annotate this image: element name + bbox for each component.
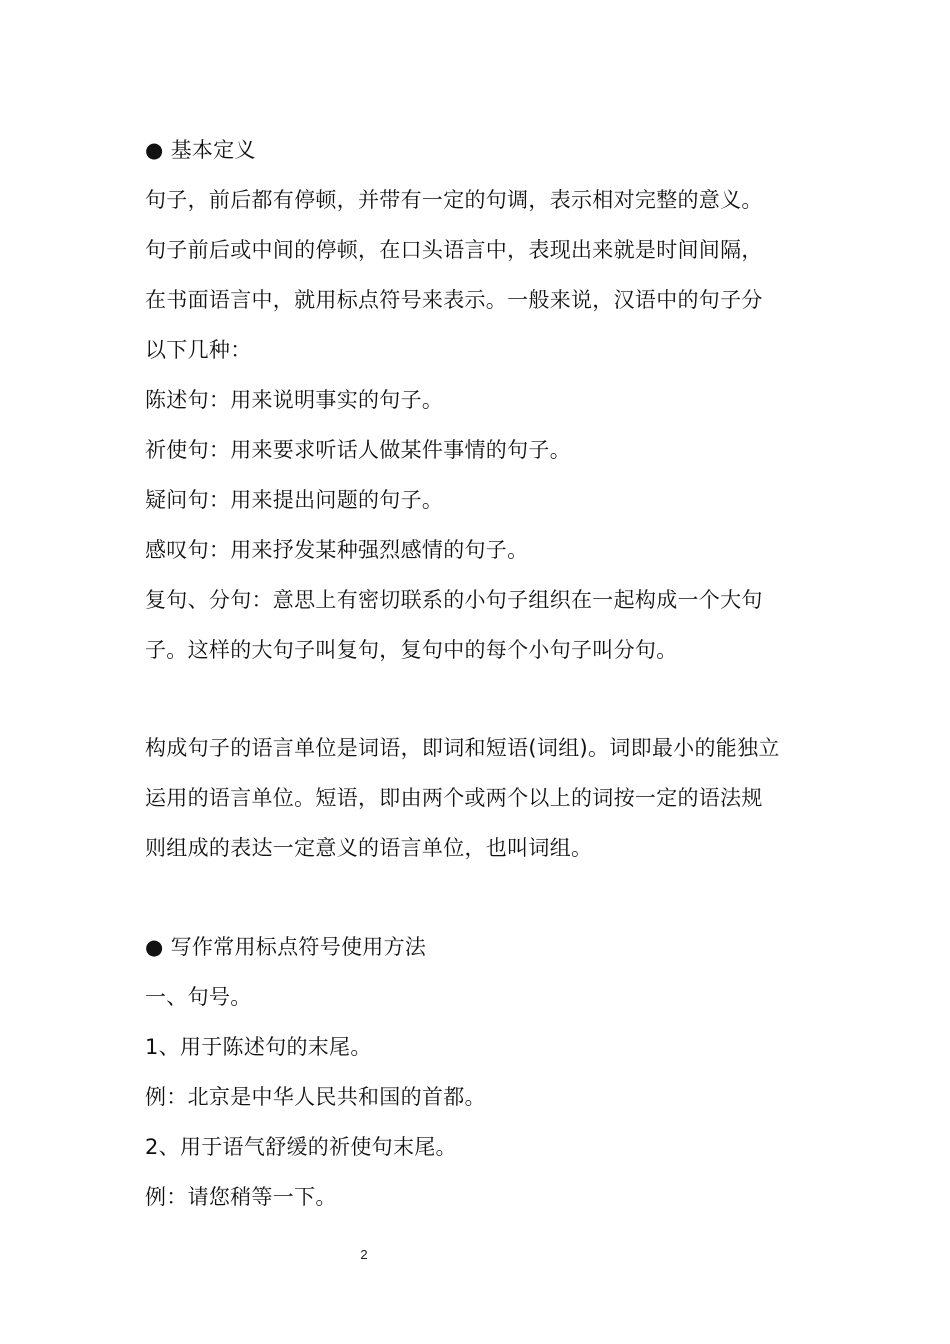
example-line: 例：请您稍等一下。 xyxy=(145,1185,337,1209)
subheading-period: 一、句号。 xyxy=(145,985,252,1009)
sentence-type-interrogative: 疑问句：用来提出问题的句子。 xyxy=(145,488,444,512)
sentence-type-exclamatory: 感叹句：用来抒发某种强烈感情的句子。 xyxy=(145,538,529,562)
paragraph-line: 句子前后或中间的停顿，在口头语言中，表现出来就是时间间隔， xyxy=(145,238,763,262)
section-heading-punctuation: ● 写作常用标点符号使用方法 xyxy=(145,935,427,959)
section-heading-basic-definition: ● 基本定义 xyxy=(145,138,256,162)
sentence-type-declarative: 陈述句：用来说明事实的句子。 xyxy=(145,388,444,412)
paragraph-line: 构成句子的语言单位是词语，即词和短语(词组)。词即最小的能独立 xyxy=(145,736,780,760)
sentence-type-imperative: 祈使句：用来要求听话人做某件事情的句子。 xyxy=(145,438,571,462)
paragraph-line: 则组成的表达一定意义的语言单位，也叫词组。 xyxy=(145,836,593,860)
paragraph-line: 运用的语言单位。短语，即由两个或两个以上的词按一定的语法规 xyxy=(145,786,763,810)
list-item: 1、用于陈述句的末尾。 xyxy=(145,1035,372,1059)
paragraph-line: 复句、分句：意思上有密切联系的小句子组织在一起构成一个大句 xyxy=(145,588,763,612)
paragraph-line: 句子，前后都有停顿，并带有一定的句调，表示相对完整的意义。 xyxy=(145,188,763,212)
paragraph-line: 以下几种： xyxy=(145,338,252,362)
paragraph-line: 子。这样的大句子叫复句，复句中的每个小句子叫分句。 xyxy=(145,638,678,662)
paragraph-line: 在书面语言中，就用标点符号来表示。一般来说，汉语中的句子分 xyxy=(145,288,763,312)
example-line: 例：北京是中华人民共和国的首都。 xyxy=(145,1085,486,1109)
list-item: 2、用于语气舒缓的祈使句末尾。 xyxy=(145,1135,457,1159)
page-number: 2 xyxy=(360,1247,368,1262)
